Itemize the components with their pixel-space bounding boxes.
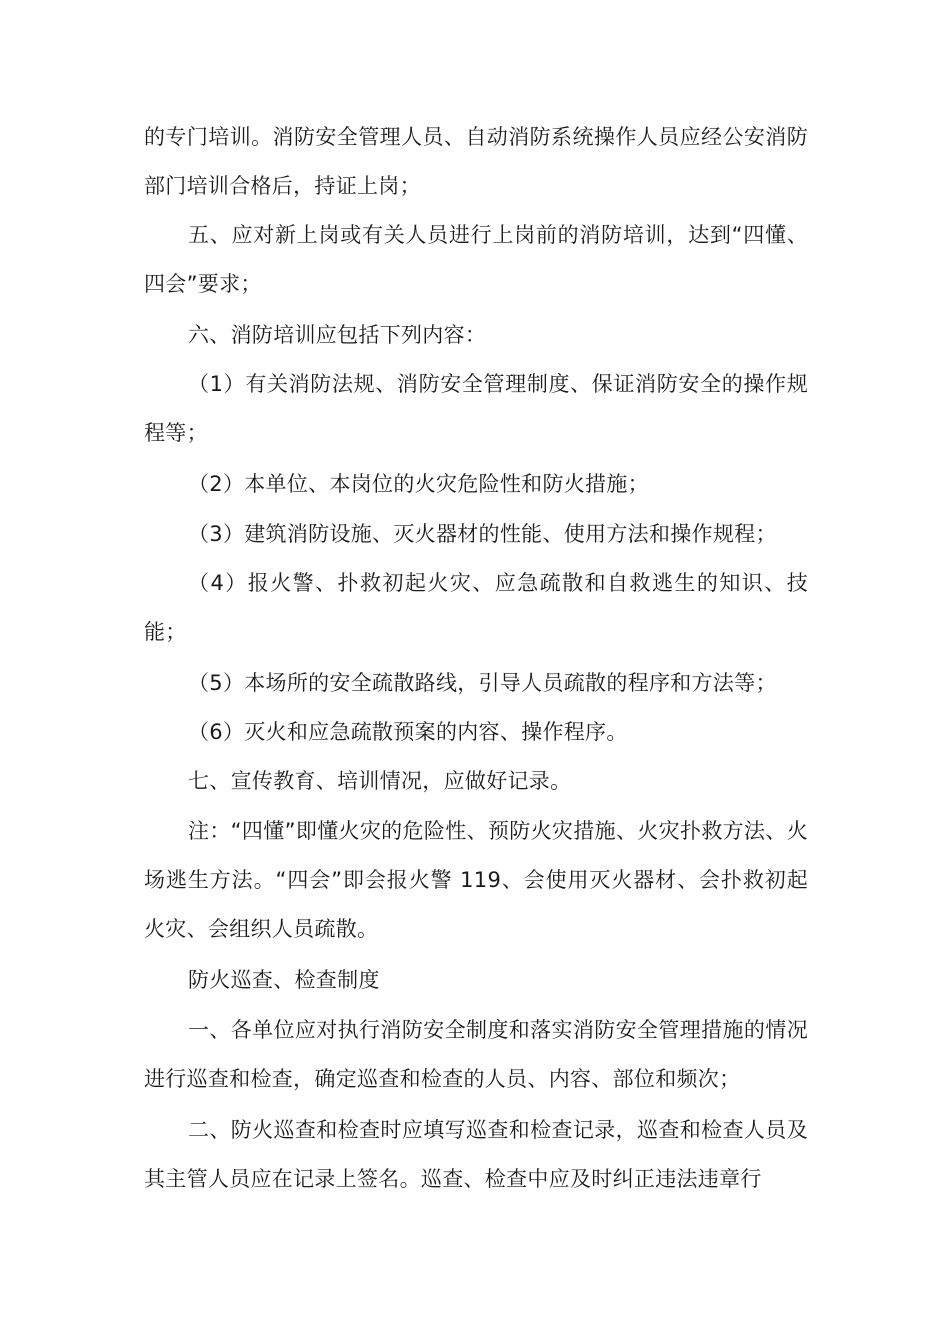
paragraph-item-5: 五、应对新上岗或有关人员进行上岗前的消防培训，达到“四懂、四会”要求； [144,223,808,296]
paragraph-note: 注：“四懂”即懂火灾的危险性、预防火灾措施、火灾扑救方法、火场逃生方法。“四会”即会报火警 119、会使用灭火器材、会扑救初起火灾、会组织人员疏散。 [144,819,808,941]
paragraph-subitem-2: （2）本单位、本岗位的火灾危险性和防火措施； [188,472,649,496]
paragraph-item-7: 七、宣传教育、培训情况，应做好记录。 [188,769,572,793]
paragraph-inspection-2: 二、防火巡查和检查时应填写巡查和检查记录，巡查和检查人员及其主管人员应在记录上签名。巡查、检查中应及时纠正违法违章行 [144,1118,808,1191]
paragraph-subitem-4: （4）报火警、扑救初起火灾、应急疏散和自救逃生的知识、技能； [144,571,808,644]
paragraph-training-continued: 的专门培训。消防安全管理人员、自动消防系统操作人员应经公安消防部门培训合格后，持证上岗； [144,125,808,198]
paragraph-subitem-3: （3）建筑消防设施、灭火器材的性能、使用方法和操作规程； [188,522,777,546]
paragraph-subitem-1: （1）有关消防法规、消防安全管理制度、保证消防安全的操作规程等； [144,372,808,445]
paragraph-subitem-6: （6）灭火和应急疏散预案的内容、操作程序。 [188,720,628,744]
paragraph-subitem-5: （5）本场所的安全疏散路线，引导人员疏散的程序和方法等； [188,671,777,695]
section-heading-fire-inspection: 防火巡查、检查制度 [188,968,380,992]
paragraph-inspection-1: 一、各单位应对执行消防安全制度和落实消防安全管理措施的情况进行巡查和检查，确定巡查和检查的人员、内容、部位和频次； [144,1018,808,1091]
paragraph-item-6: 六、消防培训应包括下列内容： [188,323,487,347]
